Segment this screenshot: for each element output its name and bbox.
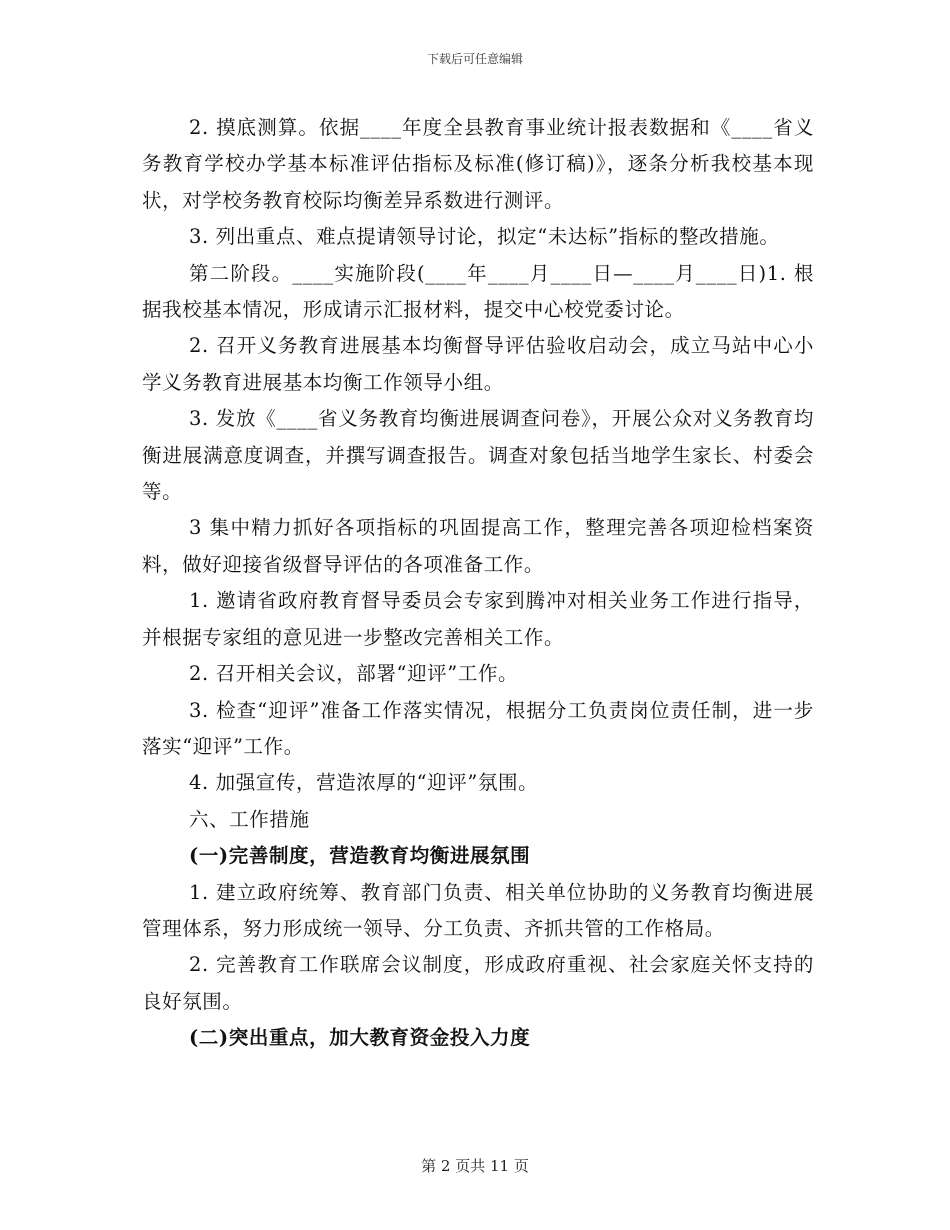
paragraph-12: 2. 完善教育工作联席会议制度，形成政府重视、社会家庭关怀支持的良好氛围。 — [142, 953, 814, 1013]
paragraph-2: 3. 列出重点、难点提请领导讨论，拟定“未达标”指标的整改措施。 — [189, 225, 780, 249]
subsection-heading-2: (二)突出重点，加大教育资金投入力度 — [189, 1026, 531, 1050]
paragraph-7: 1. 邀请省政府教育督导委员会专家到腾冲对相关业务工作进行指导，并根据专家组的意见进一步整改完善相关工作。 — [142, 589, 814, 649]
paragraph-3: 第二阶段。____实施阶段(____年____月____日—____月____日)1. 根据我校基本情况，形成请示汇报材料，提交中心校党委讨论。 — [142, 261, 814, 322]
subsection-heading-1: (一)完善制度，营造教育均衡进展氛围 — [189, 844, 531, 868]
paragraph-1: 2. 摸底测算。依据____年度全县教育事业统计报表数据和《____省义务教育学校办学基本标准评估指标及标准(修订稿)》，逐条分析我校基本现状，对学校务教育校际均衡差异系数进行测评。 — [142, 116, 814, 212]
paragraph-6: 3 集中精力抓好各项指标的巩固提高工作，整理完善各项迎检档案资料，做好迎接省级督导评估的各项准备工作。 — [142, 516, 814, 576]
paragraph-9: 3. 检查“迎评”准备工作落实情况，根据分工负责岗位责任制，进一步落实“迎评”工作。 — [142, 698, 814, 758]
paragraph-4: 2. 召开义务教育进展基本均衡督导评估验收启动会，成立马站中心小学义务教育进展基本均衡工作领导小组。 — [142, 334, 814, 394]
document-body — [142, 110, 814, 1057]
page-header: 下载后可任意编辑 — [426, 52, 523, 66]
paragraph-8: 2. 召开相关会议，部署“迎评”工作。 — [189, 662, 519, 686]
paragraph-5: 3. 发放《____省义务教育均衡进展调查问卷》，开展公众对义务教育均衡进展满意度调查，并撰写调查报告。调查对象包括当地学生家长、村委会等。 — [142, 407, 814, 504]
paragraph-10: 4. 加强宣传，营造浓厚的“迎评”氛围。 — [189, 771, 539, 795]
paragraph-11: 1. 建立政府统筹、教育部门负责、相关单位协助的义务教育均衡进展管理体系，努力形成统一领导、分工负责、齐抓共管的工作格局。 — [142, 880, 814, 940]
section-heading: 六、工作措施 — [189, 807, 310, 831]
page-footer: 第 2 页共 11 页 — [421, 1157, 529, 1175]
